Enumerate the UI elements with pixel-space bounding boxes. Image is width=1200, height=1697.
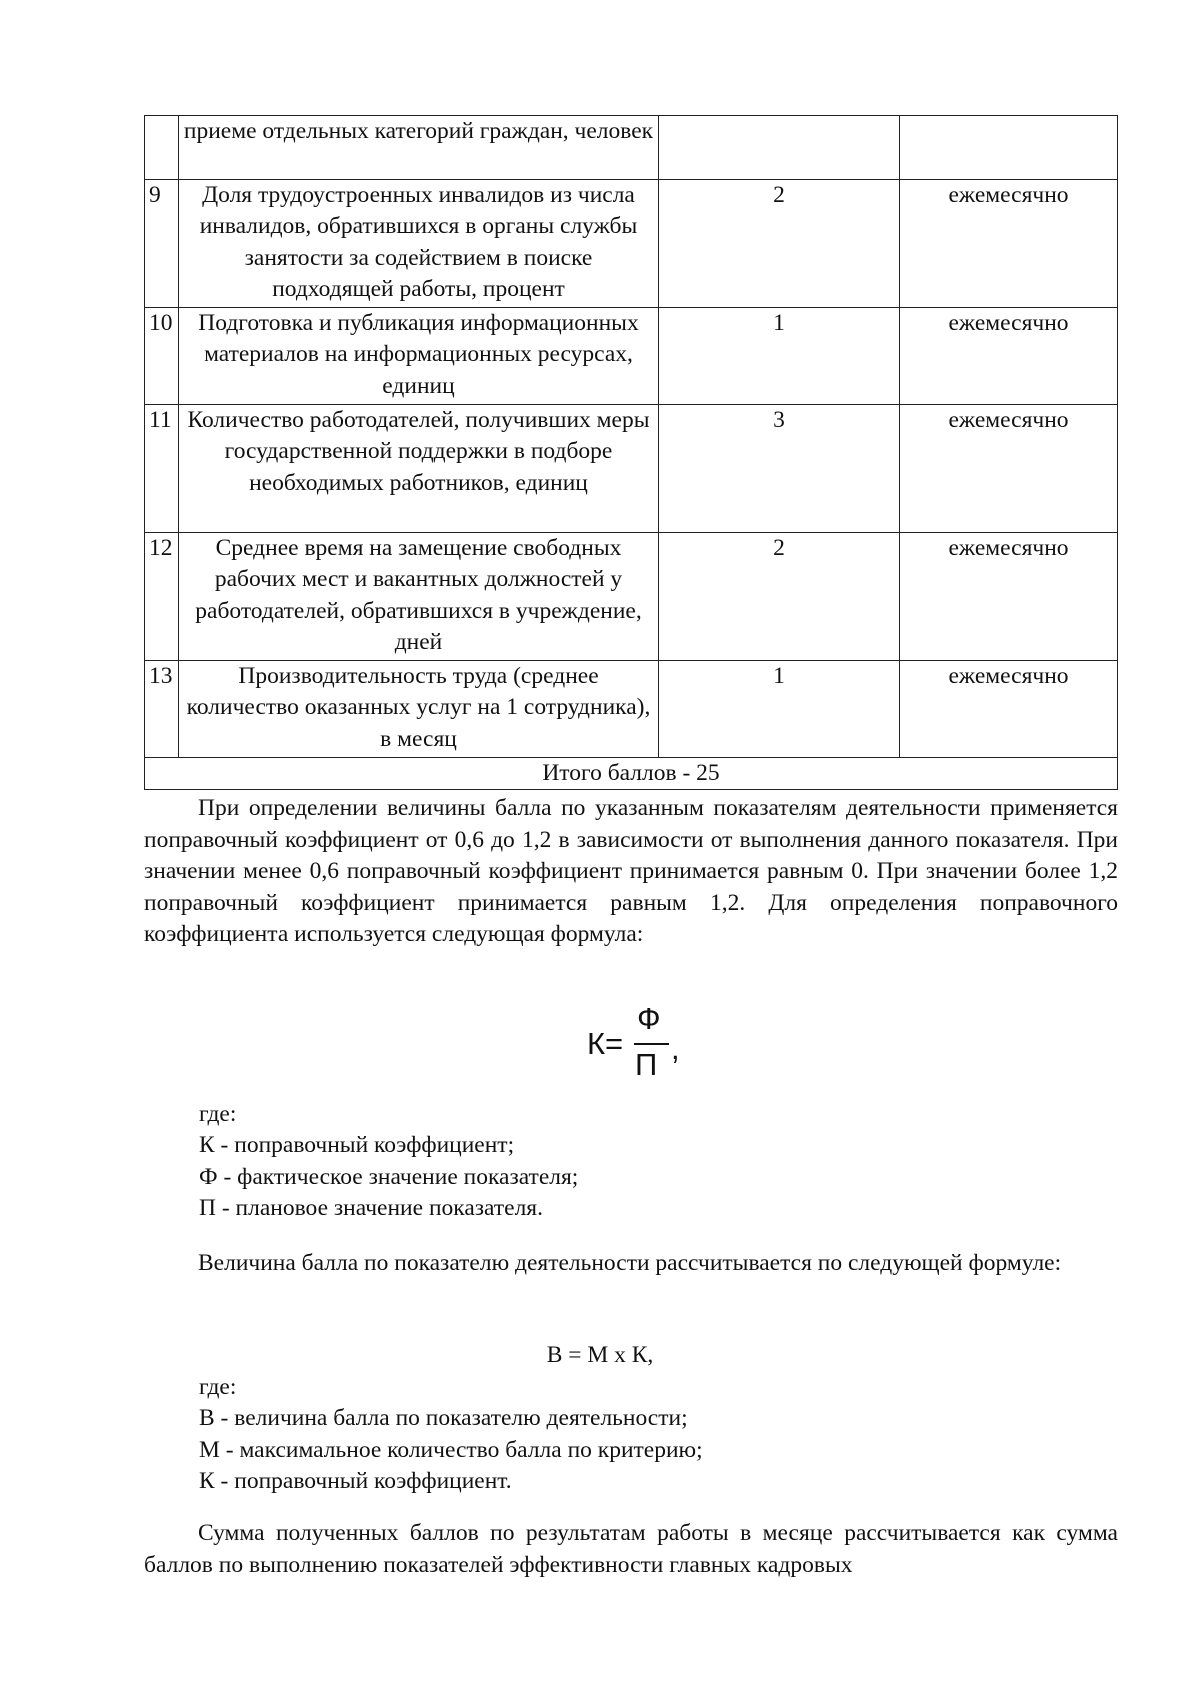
row-number: 10	[145, 308, 179, 405]
row-number: 13	[145, 661, 179, 758]
max-score	[659, 116, 900, 180]
formula-numerator: Ф	[637, 1001, 661, 1036]
row-number: 12	[145, 533, 179, 661]
table-row	[145, 180, 1118, 308]
definition-line: П - плановое значение показателя.	[199, 1195, 543, 1221]
indicator-name: Количество работодателей, получивших меры государственной поддержки в подборе необходимых работников, единиц	[179, 405, 659, 533]
formula-lhs: К=	[587, 1026, 624, 1061]
periodicity	[900, 116, 1118, 180]
table-row	[145, 116, 1118, 180]
definition-line: Ф - фактическое значение показателя;	[199, 1164, 579, 1190]
table-row	[145, 533, 1118, 661]
total-score: Итого баллов - 25	[145, 758, 1118, 790]
max-score: 1	[659, 661, 900, 758]
max-score: 2	[659, 533, 900, 661]
definition-line: К - поправочный коэффициент;	[199, 1132, 515, 1158]
periodicity: ежемесячно	[900, 533, 1118, 661]
fraction-bar	[634, 1043, 669, 1045]
indicator-name: Среднее время на замещение свободных рабочих мест и вакантных должностей у работодателей, обратившихся в учреждение, дней	[179, 533, 659, 661]
periodicity: ежемесячно	[900, 308, 1118, 405]
max-score: 2	[659, 180, 900, 308]
formula-suffix: ,	[671, 1031, 680, 1066]
periodicity: ежемесячно	[900, 405, 1118, 533]
definition-line: М - максимальное количество балла по критерию;	[199, 1437, 703, 1463]
indicator-name: приеме отдельных категорий граждан, человек	[179, 116, 659, 180]
indicator-name: Доля трудоустроенных инвалидов из числа инвалидов, обратившихся в органы службы занятости за содействием в поиске подходящей работы, процент	[179, 180, 659, 308]
table-row	[145, 405, 1118, 533]
where-label: где:	[199, 1374, 237, 1400]
criteria-table	[144, 115, 1118, 790]
row-number: 11	[145, 405, 179, 533]
definition-line: К - поправочный коэффициент.	[199, 1468, 512, 1494]
score-formula: В = М х К,	[546, 1342, 654, 1368]
indicator-name: Производительность труда (среднее количество оказанных услуг на 1 сотрудника), в месяц	[179, 661, 659, 758]
max-score: 3	[659, 405, 900, 533]
total-row	[145, 758, 1118, 790]
paragraph-correction-coefficient: При определении величины балла по указанным показателям деятельности применяется поправочный коэффициент от 0,6 до 1,2 в зависимости от выполнения данного показателя. При значении менее 0,6 поправочный коэффициент принимается равным 0. При значении более 1,2 поправочный коэффициент принимается равным 1,2. Для определения поправочного коэффициента используется следующая формула:	[144, 795, 1118, 947]
row-number	[145, 116, 179, 180]
formula-denominator: П	[635, 1047, 658, 1082]
paragraph-score-formula: Величина балла по показателю деятельности рассчитывается по следующей формуле:	[198, 1250, 1062, 1276]
where-label: где:	[199, 1101, 237, 1127]
periodicity: ежемесячно	[900, 180, 1118, 308]
max-score: 1	[659, 308, 900, 405]
table-row	[145, 308, 1118, 405]
paragraph-score-sum: Сумма полученных баллов по результатам работы в месяце рассчитывается как сумма баллов по выполнению показателей эффективности главных кадровых	[144, 1520, 1118, 1578]
periodicity: ежемесячно	[900, 661, 1118, 758]
row-number: 9	[145, 180, 179, 308]
definition-line: В - величина балла по показателю деятельности;	[199, 1405, 688, 1431]
indicator-name: Подготовка и публикация информационных материалов на информационных ресурсах, единиц	[179, 308, 659, 405]
table-row	[145, 661, 1118, 758]
